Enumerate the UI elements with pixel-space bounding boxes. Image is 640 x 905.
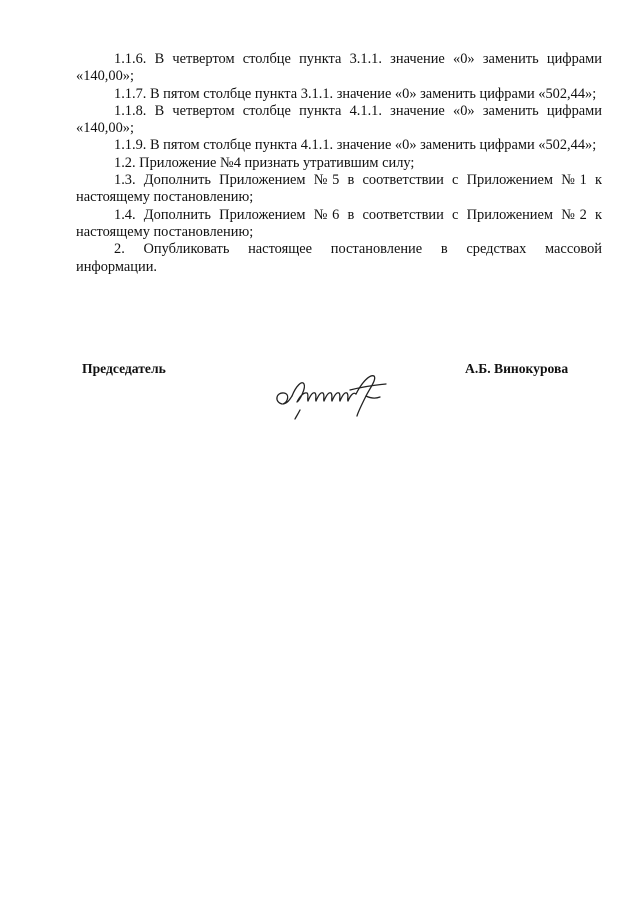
signature-block xyxy=(0,361,640,421)
paragraph-1-1-6: 1.1.6. В четвертом столбце пункта 3.1.1. значение «0» заменить цифрами «140,00»; xyxy=(76,51,602,85)
paragraph-1-3: 1.3. Дополнить Приложением №5 в соответствии с Приложением №1 к настоящему постановлению; xyxy=(76,172,602,206)
paragraph-1-1-8: 1.1.8. В четвертом столбце пункта 4.1.1. значение «0» заменить цифрами «140,00»; xyxy=(76,102,602,137)
paragraph-1-4: 1.4. Дополнить Приложением №6 в соответствии с Приложением №2 к настоящему постановлению; xyxy=(76,206,602,240)
paragraph-1-1-7: 1.1.7. В пятом столбце пункта 3.1.1. значение «0» заменить цифрами «502,44»; xyxy=(114,85,597,102)
signatory-position: Председатель xyxy=(82,361,166,376)
paragraph-1-2: 1.2. Приложение №4 признать утратившим силу; xyxy=(114,154,415,171)
signatory-name: А.Б. Винокурова xyxy=(465,361,569,376)
handwritten-signature xyxy=(270,366,400,421)
document-body xyxy=(76,51,602,276)
paragraph-2: 2. Опубликовать настоящее постановление в средствах массовой информации. xyxy=(76,241,602,275)
paragraph-1-1-9: 1.1.9. В пятом столбце пункта 4.1.1. значение «0» заменить цифрами «502,44»; xyxy=(114,137,597,154)
